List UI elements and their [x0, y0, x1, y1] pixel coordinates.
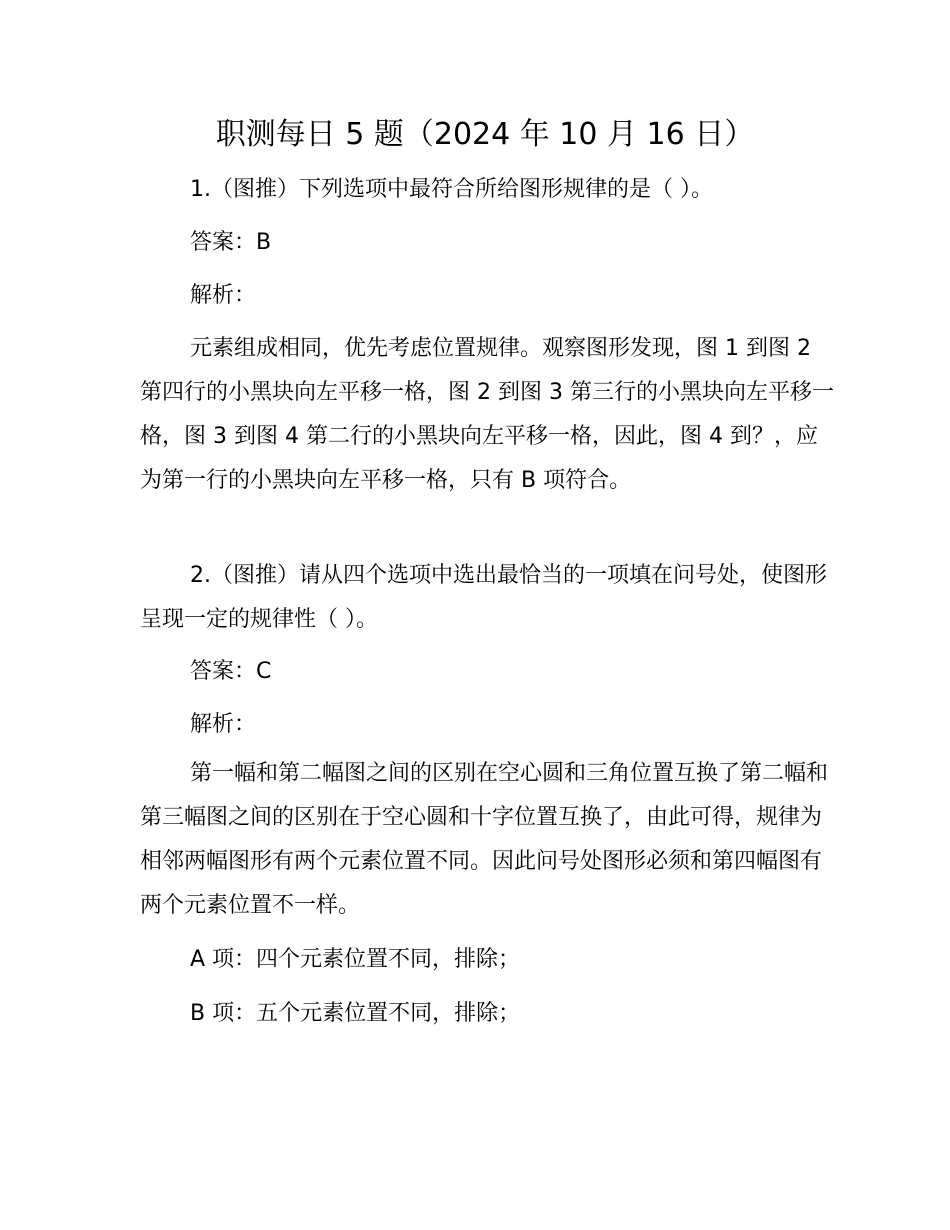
q2-analysis-label: 解析：: [190, 712, 257, 737]
q1-analysis-label: 解析：: [190, 283, 257, 308]
q1-answer: 答案：B: [190, 230, 272, 255]
q2-option-a: A 项：四个元素位置不同，排除；: [190, 947, 521, 972]
q1-question: 1.（图推）下列选项中最符合所给图形规律的是（ ）。: [190, 177, 713, 202]
page-title: 职测每日 5 题（2024 年 10 月 16 日）: [215, 117, 755, 152]
q2-option-b: B 项：五个元素位置不同，排除；: [190, 1001, 521, 1026]
q1-analysis: 元素组成相同，优先考虑位置规律。观察图形发现，图 1 到图 2 第四行的小黑块向左平移一格，图 2 到图 3 第三行的小黑块向左平移一格，图 3 到图 4 第二行的小黑块向左平移一格，因此，图 4 到？，应为第一行的小黑块向左平移一格，只有 B 项符合。: [140, 336, 834, 493]
q2-answer: 答案：C: [190, 659, 272, 684]
q2-analysis: 第一幅和第二幅图之间的区别在空心圆和三角位置互换了第二幅和第三幅图之间的区别在于空心圆和十字位置互换了，由此可得，规律为相邻两幅图形有两个元素位置不同。因此问号处图形必须和第四幅图有两个元素位置不一样。: [140, 761, 829, 918]
q2-question: 2.（图推）请从四个选项中选出最恰当的一项填在问号处，使图形呈现一定的规律性（ ）。: [140, 563, 827, 632]
